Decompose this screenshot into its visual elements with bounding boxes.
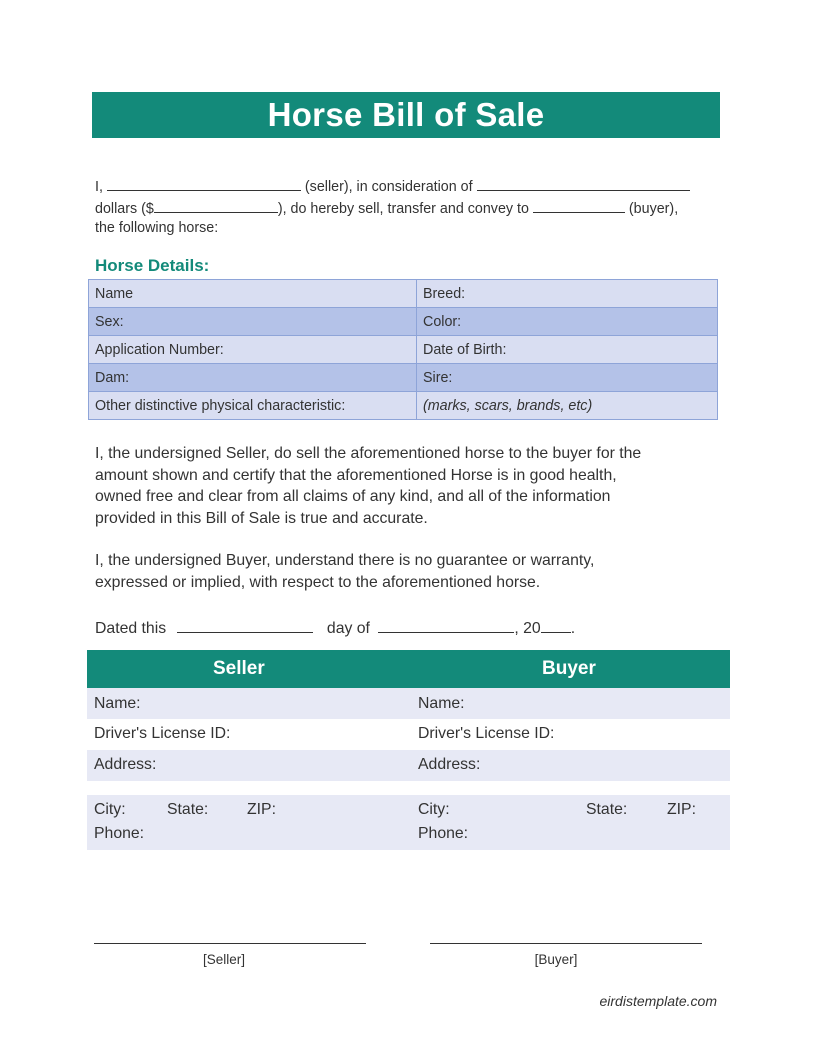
seller-statement-line: owned free and clear from all claims of any kind, and all of the information <box>95 488 611 505</box>
page-title: Horse Bill of Sale <box>92 92 720 138</box>
intro-i: I, <box>95 179 103 195</box>
table-row <box>89 364 718 392</box>
intro-sell-text: ), do hereby sell, transfer and convey to <box>277 200 529 217</box>
characteristic-hint[interactable]: (marks, scars, brands, etc) <box>417 392 718 420</box>
seller-statement-line: I, the undersigned Seller, do sell the aforementioned horse to the buyer for the <box>95 445 642 462</box>
color-field[interactable]: Color: <box>417 308 718 336</box>
party-header <box>87 650 730 688</box>
horse-details-heading: Horse Details: <box>95 256 210 275</box>
seller-statement-line: amount shown and certify that the aforementioned Horse is in good health, <box>95 466 617 484</box>
seller-state-label[interactable]: State: <box>167 801 209 818</box>
sire-field[interactable]: Sire: <box>417 364 718 392</box>
seller-address-label[interactable]: Address: <box>94 756 157 773</box>
day-blank[interactable] <box>177 618 313 633</box>
buyer-license-label[interactable]: Driver's License ID: <box>418 725 555 742</box>
dated-prefix: Dated this <box>95 620 167 637</box>
seller-phone-label[interactable]: Phone: <box>94 825 145 842</box>
buyer-name-blank[interactable] <box>533 198 625 213</box>
party-spacer-row <box>87 781 730 795</box>
table-row <box>89 308 718 336</box>
footer-website: eirdistemplate.com <box>599 993 717 1009</box>
year-prefix: , 20 <box>514 620 541 637</box>
table-row <box>89 392 718 420</box>
party-license-row <box>87 719 730 750</box>
horse-details-table <box>88 279 718 420</box>
dated-line <box>95 618 575 638</box>
day-of-text: day of <box>326 620 370 637</box>
consideration-blank[interactable] <box>477 176 690 191</box>
intro-buyer-text: (buyer), <box>628 200 679 217</box>
table-row <box>89 336 718 364</box>
characteristic-field[interactable]: Other distinctive physical characteristic: <box>89 392 417 420</box>
breed-field[interactable]: Breed: <box>417 280 718 308</box>
intro-dollars: dollars ($ <box>95 200 154 217</box>
intro-seller-text: (seller), in consideration of <box>304 179 473 195</box>
buyer-statement-line: expressed or implied, with respect to the aforementioned horse. <box>95 573 541 591</box>
seller-header: Seller <box>213 658 265 679</box>
buyer-signature-line[interactable] <box>430 943 702 944</box>
dated-end: . <box>570 620 576 637</box>
buyer-header: Buyer <box>542 658 596 679</box>
table-row <box>89 280 718 308</box>
seller-signature-label: [Seller] <box>202 952 246 967</box>
party-city-row <box>87 795 730 820</box>
buyer-city-label[interactable]: City: <box>418 801 450 818</box>
intro-line-2 <box>95 198 720 220</box>
buyer-name-label[interactable]: Name: <box>418 695 465 712</box>
buyer-statement-line: I, the undersigned Buyer, understand there is no guarantee or warranty, <box>95 552 595 569</box>
seller-license-label[interactable]: Driver's License ID: <box>94 725 231 742</box>
buyer-signature-label: [Buyer] <box>534 952 578 967</box>
month-blank[interactable] <box>378 618 514 633</box>
sex-field[interactable]: Sex: <box>89 308 417 336</box>
buyer-address-label[interactable]: Address: <box>418 756 481 773</box>
party-phone-row <box>87 820 730 850</box>
buyer-state-label[interactable]: State: <box>586 801 628 818</box>
seller-statement <box>95 443 715 529</box>
intro-paragraph <box>95 176 720 239</box>
seller-name-blank[interactable] <box>107 176 301 191</box>
intro-line-1 <box>95 176 720 198</box>
seller-statement-line: provided in this Bill of Sale is true and accurate. <box>95 509 428 527</box>
name-field[interactable]: Name <box>89 280 417 308</box>
amount-blank[interactable] <box>154 198 278 213</box>
buyer-zip-label[interactable]: ZIP: <box>667 801 696 818</box>
year-blank[interactable] <box>541 618 571 633</box>
party-address-row <box>87 750 730 781</box>
date-of-birth-field[interactable]: Date of Birth: <box>417 336 718 364</box>
dam-field[interactable]: Dam: <box>89 364 417 392</box>
party-name-row <box>87 688 730 719</box>
seller-name-label[interactable]: Name: <box>94 695 141 712</box>
buyer-statement <box>95 550 715 593</box>
seller-signature-line[interactable] <box>94 943 366 944</box>
buyer-phone-label[interactable]: Phone: <box>418 825 469 842</box>
seller-zip-label[interactable]: ZIP: <box>247 801 276 818</box>
seller-city-label[interactable]: City: <box>94 801 126 818</box>
intro-line-3: the following horse: <box>95 220 219 236</box>
application-number-field[interactable]: Application Number: <box>89 336 417 364</box>
